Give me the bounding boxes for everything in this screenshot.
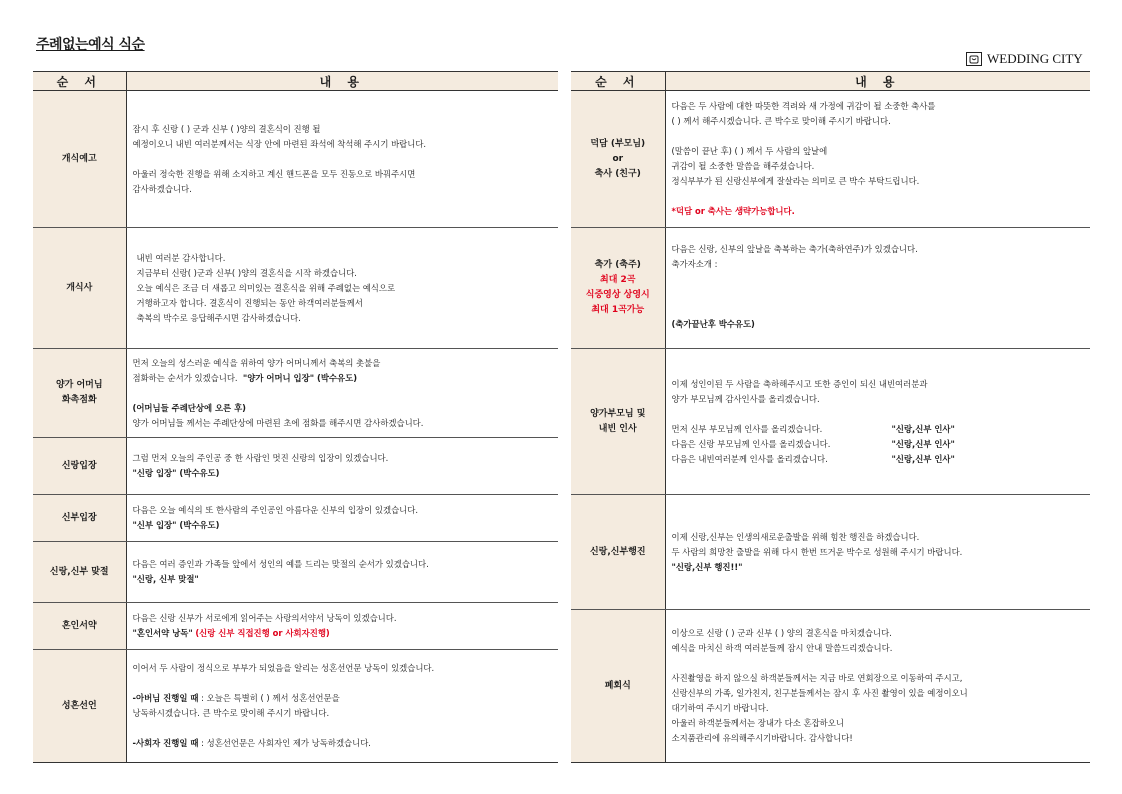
text-line: 축사 (친구) — [594, 168, 641, 179]
text-line: 축복의 박수로 응답해주시면 감사하겠습니다. — [136, 312, 301, 323]
row-label: 신랑,신부행진 — [571, 495, 665, 610]
row-label: 개식예고 — [33, 91, 126, 228]
row-content — [126, 349, 558, 438]
text-line: 아울러 하객분들께서는 장내가 다소 혼잡하오니 — [671, 718, 844, 728]
text-line: 아울러 정숙한 진행을 위해 소지하고 계신 핸드폰을 모두 진동으로 바꿔주시면 — [132, 168, 416, 179]
row-content — [665, 495, 1090, 610]
row-content — [665, 228, 1090, 349]
text-line: 이제 성인이된 두 사람을 축하해주시고 또한 증인이 되신 내빈여러분과 — [671, 378, 928, 389]
text-line: 최대 2곡 — [600, 275, 636, 285]
row-content — [126, 228, 558, 349]
page-title: 주례없는예식 식순 — [36, 37, 145, 53]
text-line: 덕담 (부모님) — [590, 138, 646, 149]
text-line: 예정이오니 내빈 여러분께서는 식장 안에 마련된 좌석에 착석해 주시기 바랍니다. — [132, 138, 427, 149]
text-line: 축가 (축주) — [594, 260, 641, 270]
text-line: 예식을 마치신 하객 여러분들께 잠시 안내 말씀드리겠습니다. — [671, 643, 893, 653]
text-line: 화촉점화 — [61, 395, 97, 405]
text-line: or — [612, 153, 624, 164]
text-line: "신부 입장" (박수유도) — [132, 520, 220, 530]
row-label: 개식사 — [33, 228, 126, 349]
text-line: 두 사람의 희망찬 출발을 위해 다시 한번 뜨거운 박수로 성원해 주시기 바랍니다. — [671, 546, 963, 557]
program-row — [33, 650, 558, 763]
wedding-city-logo-icon — [966, 52, 982, 66]
text-line: 내빈 인사 — [598, 423, 637, 434]
content-header: 내 용 — [126, 72, 558, 91]
program-row — [571, 495, 1090, 610]
text-line: 거행하고자 합니다. 결혼식이 진행되는 동안 하객여러분들께서 — [136, 297, 363, 308]
text-line: 귀감이 될 소중한 말씀을 해주셨습니다. — [671, 161, 815, 171]
program-row — [571, 610, 1090, 763]
text-line: *덕담 or 축사는 생략가능합니다. — [671, 206, 795, 216]
row-content — [665, 91, 1090, 228]
text-line: 소지품관리에 유의해주시기바랍니다. 감사합니다! — [671, 733, 853, 743]
text-line: 양가 어머님들 께서는 주례단상에 마련된 초에 점화를 해주시면 감사하겠습니다. — [132, 417, 424, 428]
row-label: 혼인서약 — [33, 603, 126, 650]
program-row — [33, 603, 558, 650]
text-line: 오늘 예식은 조금 더 새롭고 의미있는 결혼식을 위해 주례없는 예식으로 — [136, 282, 396, 293]
text-line: 먼저 오늘의 성스러운 예식을 위하여 양가 어머니께서 축복의 촛불을 — [132, 357, 381, 368]
program-row — [33, 542, 558, 603]
text-line: (말씀이 끝난 후) ( ) 께서 두 사람의 앞날에 — [671, 146, 828, 156]
text-line: (축가끝난후 박수유도) — [671, 319, 755, 329]
text-line: 다음은 두 사람에 대한 따뜻한 격려와 새 가정에 귀감이 될 소중한 축사를 — [671, 101, 936, 111]
text-line: 이제 신랑,신부는 인생의새로운출발을 위해 힘찬 행진을 하겠습니다. — [671, 531, 920, 542]
text-line: 양가부모님 및 — [590, 408, 646, 419]
text-line: "신랑, 신부 맞절" — [132, 574, 199, 584]
row-content — [126, 438, 558, 495]
text-line: 그럼 먼저 오늘의 주인공 중 한 사람인 멋진 신랑의 입장이 있겠습니다. — [132, 453, 389, 463]
program-row — [33, 228, 558, 349]
text-line: 다음은 오늘 예식의 또 한사람의 주인공인 아름다운 신부의 입장이 있겠습니다. — [132, 505, 419, 515]
text-line: "신랑 입장" (박수유도) — [132, 468, 220, 478]
row-label — [571, 228, 665, 349]
program-table-left — [33, 71, 558, 763]
text-line: 내빈 여러분 감사합니다. — [136, 252, 226, 263]
row-content — [126, 495, 558, 542]
text-line: 대기하여 주시기 바랍니다. — [671, 703, 769, 713]
text-line: 낭독하시겠습니다. 큰 박수로 맞이해 주시기 바랍니다. — [132, 708, 330, 718]
row-label: 폐회식 — [571, 610, 665, 763]
text-line: 사진촬영을 하지 않으실 하객분들께서는 지금 바로 연회장으로 이동하여 주시고, — [671, 673, 963, 683]
row-label: 신부입장 — [33, 495, 126, 542]
order-header: 순 서 — [571, 72, 665, 91]
row-label: 신랑,신부 맞절 — [33, 542, 126, 603]
row-label — [571, 349, 665, 495]
program-row — [571, 349, 1090, 495]
text-line: 신랑신부의 가족, 일가친지, 친구분들께서는 잠시 후 사진 촬영이 있을 예정이오니 — [671, 688, 968, 698]
program-row — [33, 438, 558, 495]
row-label — [571, 91, 665, 228]
text-line: -아버님 진행일 때 : 오늘은 특별히 ( ) 께서 성혼선언문을 — [132, 693, 340, 703]
text-line: 최대 1곡가능 — [591, 305, 645, 315]
row-content — [126, 650, 558, 763]
row-content — [126, 603, 558, 650]
text-line: 다음은 여러 증인과 가족들 앞에서 성인의 예를 드리는 맞절의 순서가 있겠습니다. — [132, 559, 429, 569]
row-label: 성혼선언 — [33, 650, 126, 763]
text-line: 양가 부모님께 감사인사를 올리겠습니다. — [671, 393, 820, 404]
text-line: 지금부터 신랑( )군과 신부( )양의 결혼식을 시작 하겠습니다. — [136, 267, 357, 278]
text-line: 먼저 신부 부모님께 인사를 올리겠습니다. "신랑,신부 인사" — [671, 423, 955, 434]
order-header: 순 서 — [33, 72, 126, 91]
brand-logo — [966, 51, 1083, 67]
text-line: "혼인서약 낭독" (신랑 신부 직접진행 or 사회자진행) — [132, 628, 330, 638]
program-row — [571, 91, 1090, 228]
text-line: 양가 어머님 — [55, 380, 103, 390]
text-line: -사회자 진행일 때 : 성혼선언문은 사회자인 제가 낭독하겠습니다. — [132, 738, 371, 748]
text-line: 다음은 신랑 부모님께 인사를 올리겠습니다. "신랑,신부 인사" — [671, 438, 955, 449]
text-line: 다음은 신랑 신부가 서로에게 읽어주는 사랑의서약서 낭독이 있겠습니다. — [132, 613, 397, 623]
program-row — [33, 495, 558, 542]
content-header: 내 용 — [665, 72, 1090, 91]
program-row — [571, 228, 1090, 349]
text-line: ( ) 께서 해주시겠습니다. 큰 박수로 맞이해 주시기 바랍니다. — [671, 116, 891, 126]
text-line: 축가자소개 : — [671, 259, 718, 269]
program-table-right — [571, 71, 1090, 763]
text-line: (어머님들 주례단상에 오른 후) — [132, 402, 246, 413]
program-row — [33, 349, 558, 438]
text-line: "신랑,신부 행진!!" — [671, 561, 743, 572]
text-line: 식중영상 상영시 — [585, 290, 650, 300]
row-content — [665, 610, 1090, 763]
row-content — [665, 349, 1090, 495]
row-label — [33, 349, 126, 438]
row-content — [126, 542, 558, 603]
row-content — [126, 91, 558, 228]
text-line: 다음은 신랑, 신부의 앞날을 축복하는 축가(축하연주)가 있겠습니다. — [671, 244, 918, 254]
text-line: 감사하겠습니다. — [132, 183, 192, 194]
text-line: 이상으로 신랑 ( ) 군과 신부 ( ) 양의 결혼식을 마치겠습니다. — [671, 628, 892, 638]
program-row — [33, 91, 558, 228]
text-line: 점화하는 순서가 있겠습니다. "양가 어머니 입장" (박수유도) — [132, 372, 358, 383]
text-line: 이어서 두 사람이 정식으로 부부가 되었음을 알리는 성혼선언문 낭독이 있겠습니다. — [132, 663, 435, 673]
text-line: 정식부부가 된 신랑신부에게 잘살라는 의미로 큰 박수 부탁드립니다. — [671, 176, 920, 186]
brand-name: WEDDING CITY — [987, 51, 1083, 66]
text-line: 잠시 후 신랑 ( ) 군과 신부 ( )양의 결혼식이 진행 될 — [132, 123, 321, 134]
row-label: 신랑입장 — [33, 438, 126, 495]
text-line: 다음은 내빈여러분께 인사를 올리겠습니다. "신랑,신부 인사" — [671, 453, 955, 464]
